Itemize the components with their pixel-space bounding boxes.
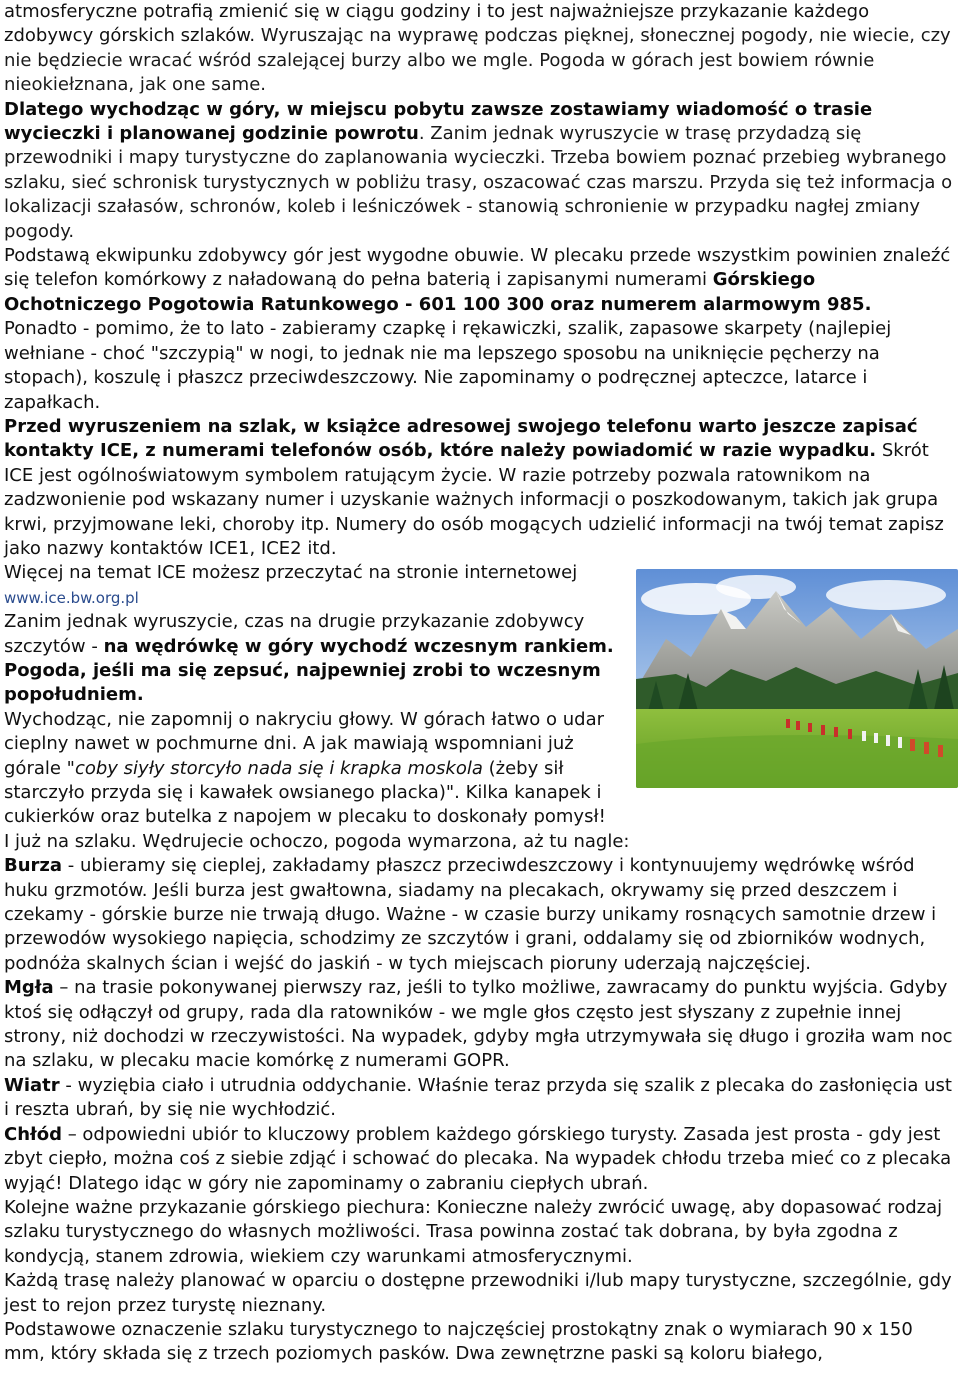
text-p1a: atmosferyczne potrafią zmienić się w ciągu godziny i to jest najważniejsze przykazanie każdego zdobywcy górskich szlaków.	[4, 1, 870, 47]
paragraph-wind	[4, 1074, 956, 1123]
paragraph-leave-message	[4, 98, 956, 244]
text-p4: Ponadto - pomimo, że to lato - zabieramy czapkę i rękawiczki, szalik, zapasowe skarpety (najlepiej wełniane - choć "szczypią" w nogi, to jednak nie ma lepszego sposobu na uniknięcie pęcherzy na stopach), koszulę i płaszcz przeciwdeszczowy. Nie zapominamy o podręcznej apteczce, latarce i zapałkach.	[4, 318, 892, 413]
paragraph-planning	[4, 1269, 956, 1318]
text-p7a: Zanim jednak wyruszycie, czas na drugie przykazanie zdobywcy szczytów -	[4, 611, 585, 657]
paragraph-fog	[4, 976, 956, 1074]
storm-label: Burza	[4, 855, 63, 877]
text-p8-italic: coby siyły storcyło nada się i krapka moskola	[74, 757, 483, 779]
paragraph-on-trail	[4, 830, 956, 854]
cold-text: – odpowiedni ubiór to kluczowy problem każdego górskiego turysty. Zasada jest prosta - gdy jest zbyt ciepło, można coś z siebie zdjąć i schować do plecaka. Na wypadek chłodu trzeba mieć co z plecaka wyjąć! Dlatego idąc w góry nie zapominamy o zabraniu ciepłych ubrań.	[4, 1123, 952, 1194]
paragraph-equipment	[4, 244, 956, 317]
text-p8b: (żeby sił starczyło przyda się i kawałek owsianego placka)". Kilka kanapek i cukierków oraz butelka z napojem w plecaku to doskonały pomysł!	[4, 757, 606, 828]
paragraph-trail-choice	[4, 1196, 956, 1269]
fog-label: Mgła	[4, 977, 54, 999]
text-p12: Podstawowe oznaczenie szlaku turystycznego to najczęściej prostokątny znak o wymiarach 90 x 150 mm, który składa się z trzech poziomych pasków. Dwa zewnętrzne paski są koloru białego,	[4, 1318, 913, 1365]
cold-label: Chłód	[4, 1123, 62, 1145]
paragraph-weather-intro	[4, 0, 956, 98]
text-p10: Kolejne ważne przykazanie górskiego piechura: Konieczne należy zwrócić uwagę, aby dopasować rodzaj szlaku turystycznego do własnych możliwości. Trasa powinna zostać tak dobrana, by była zgodna z kondycją, stanem zdrowia, wiekiem czy warunkami atmosferycznymi.	[4, 1196, 943, 1267]
storm-text: - ubieramy się cieplej, zakładamy płaszcz przeciwdeszczowy i kontynuujemy wędrówkę wśród huku grzmotów. Jeśli burza jest gwałtowna, siadamy na plecakach, okrywamy się przed deszczem i czekamy - górskie burze nie trwają długo. Ważne - w czasie burzy unikamy rosnących samotnie drzew i przewodów wysokiego napięcia, schodzimy ze szczytów i grani, oddalamy się od zbiorników wodnych, podnóża skalnych ścian i wejść do jaskiń - w tych miejscach pioruny uderzają najczęściej.	[4, 855, 937, 974]
text-p6a: Więcej na temat ICE możesz przeczytać na stronie internetowej	[4, 562, 578, 584]
text-p7-bold: na wędrówkę w góry wychodź wczesnym rankiem. Pogoda, jeśli ma się zepsuć, najpewniej zrobi to wczesnym popołudniem.	[4, 635, 614, 706]
fog-text: – na trasie pokonywanej pierwszy raz, jeśli to tylko możliwe, zawracamy do punktu wyjścia. Gdyby ktoś się odłączył od grupy, rada dla ratowników - we mgle głos często jest słyszany z zupełnie innej strony, niż dochodzi w rzeczywistości. Na wypadek, gdyby mgła utrzymywała się długo i groziła wam noc na szlaku, w plecaku macie komórkę z numerami GOPR.	[4, 977, 953, 1072]
text-p11: Każdą trasę należy planować w oparciu o dostępne przewodniki i/lub mapy turystyczne, szczególnie, gdy jest to rejon przez turystę nieznany.	[4, 1270, 952, 1316]
text-p9: I już na szlaku. Wędrujecie ochoczo, pogoda wymarzona, aż tu nagle:	[4, 830, 630, 852]
text-p5-rest: Skrót ICE jest ogólnoświatowym symbolem ratującym życie. W razie potrzeby pozwala ratownikom na zadzwonienie pod wskazany numer i uzyskanie ważnych informacji o poszkodowanym, takich jak grupa krwi, przyjmowane leki, choroby itp. Numery do osób mogących udzielić informacji na twój temat zapisz jako nazwy kontaktów ICE1, ICE2 itd.	[4, 440, 944, 559]
text-p2-bold: Dlatego wychodząc w góry, w miejscu pobytu zawsze zostawiamy wiadomość o trasie wycieczki i planowanej godzinie powrotu	[4, 98, 873, 145]
paragraph-ice-contacts	[4, 415, 956, 561]
text-p8a: Wychodząc, nie zapomnij o nakryciu głowy. W górach łatwo o udar cieplny nawet w pochmurne dni. A jak mawiają wspomniani już górale "	[4, 708, 605, 779]
paragraph-clothing	[4, 317, 956, 415]
wind-label: Wiatr	[4, 1074, 60, 1096]
paragraph-storm	[4, 854, 956, 976]
paragraph-cold	[4, 1123, 956, 1196]
ice-website-link[interactable]: www.ice.bw.org.pl	[4, 588, 139, 607]
photo-image	[636, 569, 958, 788]
mountain-hikers-photo	[636, 569, 958, 788]
text-p5-bold: Przed wyruszeniem na szlak, w książce adresowej swojego telefonu warto jeszcze zapisać kontakty ICE, z numerami telefonów osób, które należy powiadomić w razie wypadku.	[4, 415, 918, 462]
paragraph-trail-markings	[4, 1318, 956, 1367]
text-p1b: Wyruszając na wyprawę podczas pięknej, słonecznej pogody, nie wiecie, czy nie będziecie wracać wśród szalejącej burzy albo we mgle. Pogoda w górach jest bowiem równie nieokiełznana, jak one same.	[4, 25, 951, 96]
text-p3a: Podstawą ekwipunku zdobywcy gór jest wygodne obuwie. W plecaku przede wszystkim powinien znaleźć się telefon komórkowy z naładowaną do pełna baterią i zapisanymi numerami	[4, 245, 951, 291]
text-p3-bold: Górskiego Ochotniczego Pogotowia Ratunkowego - 601 100 300 oraz numerem alarmowym 985.	[4, 269, 872, 315]
wind-text: - wyziębia ciało i utrudnia oddychanie. Właśnie teraz przyda się szalik z plecaka do zasłonięcia ust i reszta ubrań, by się nie wychłodzić.	[4, 1074, 952, 1121]
text-p2-rest: . Zanim jednak wyruszycie w trasę przydadzą się przewodniki i mapy turystyczne do zaplanowania wycieczki. Trzeba bowiem poznać przebieg wybranego szlaku, sieć schronisk turystycznych w pobliżu trasy, oszacować czas marszu. Przyda się też informacja o lokalizacji szałasów, schronów, koleb i leśniczówek - stanowią schronienie w przypadku nagłej zmiany pogody.	[4, 123, 953, 242]
